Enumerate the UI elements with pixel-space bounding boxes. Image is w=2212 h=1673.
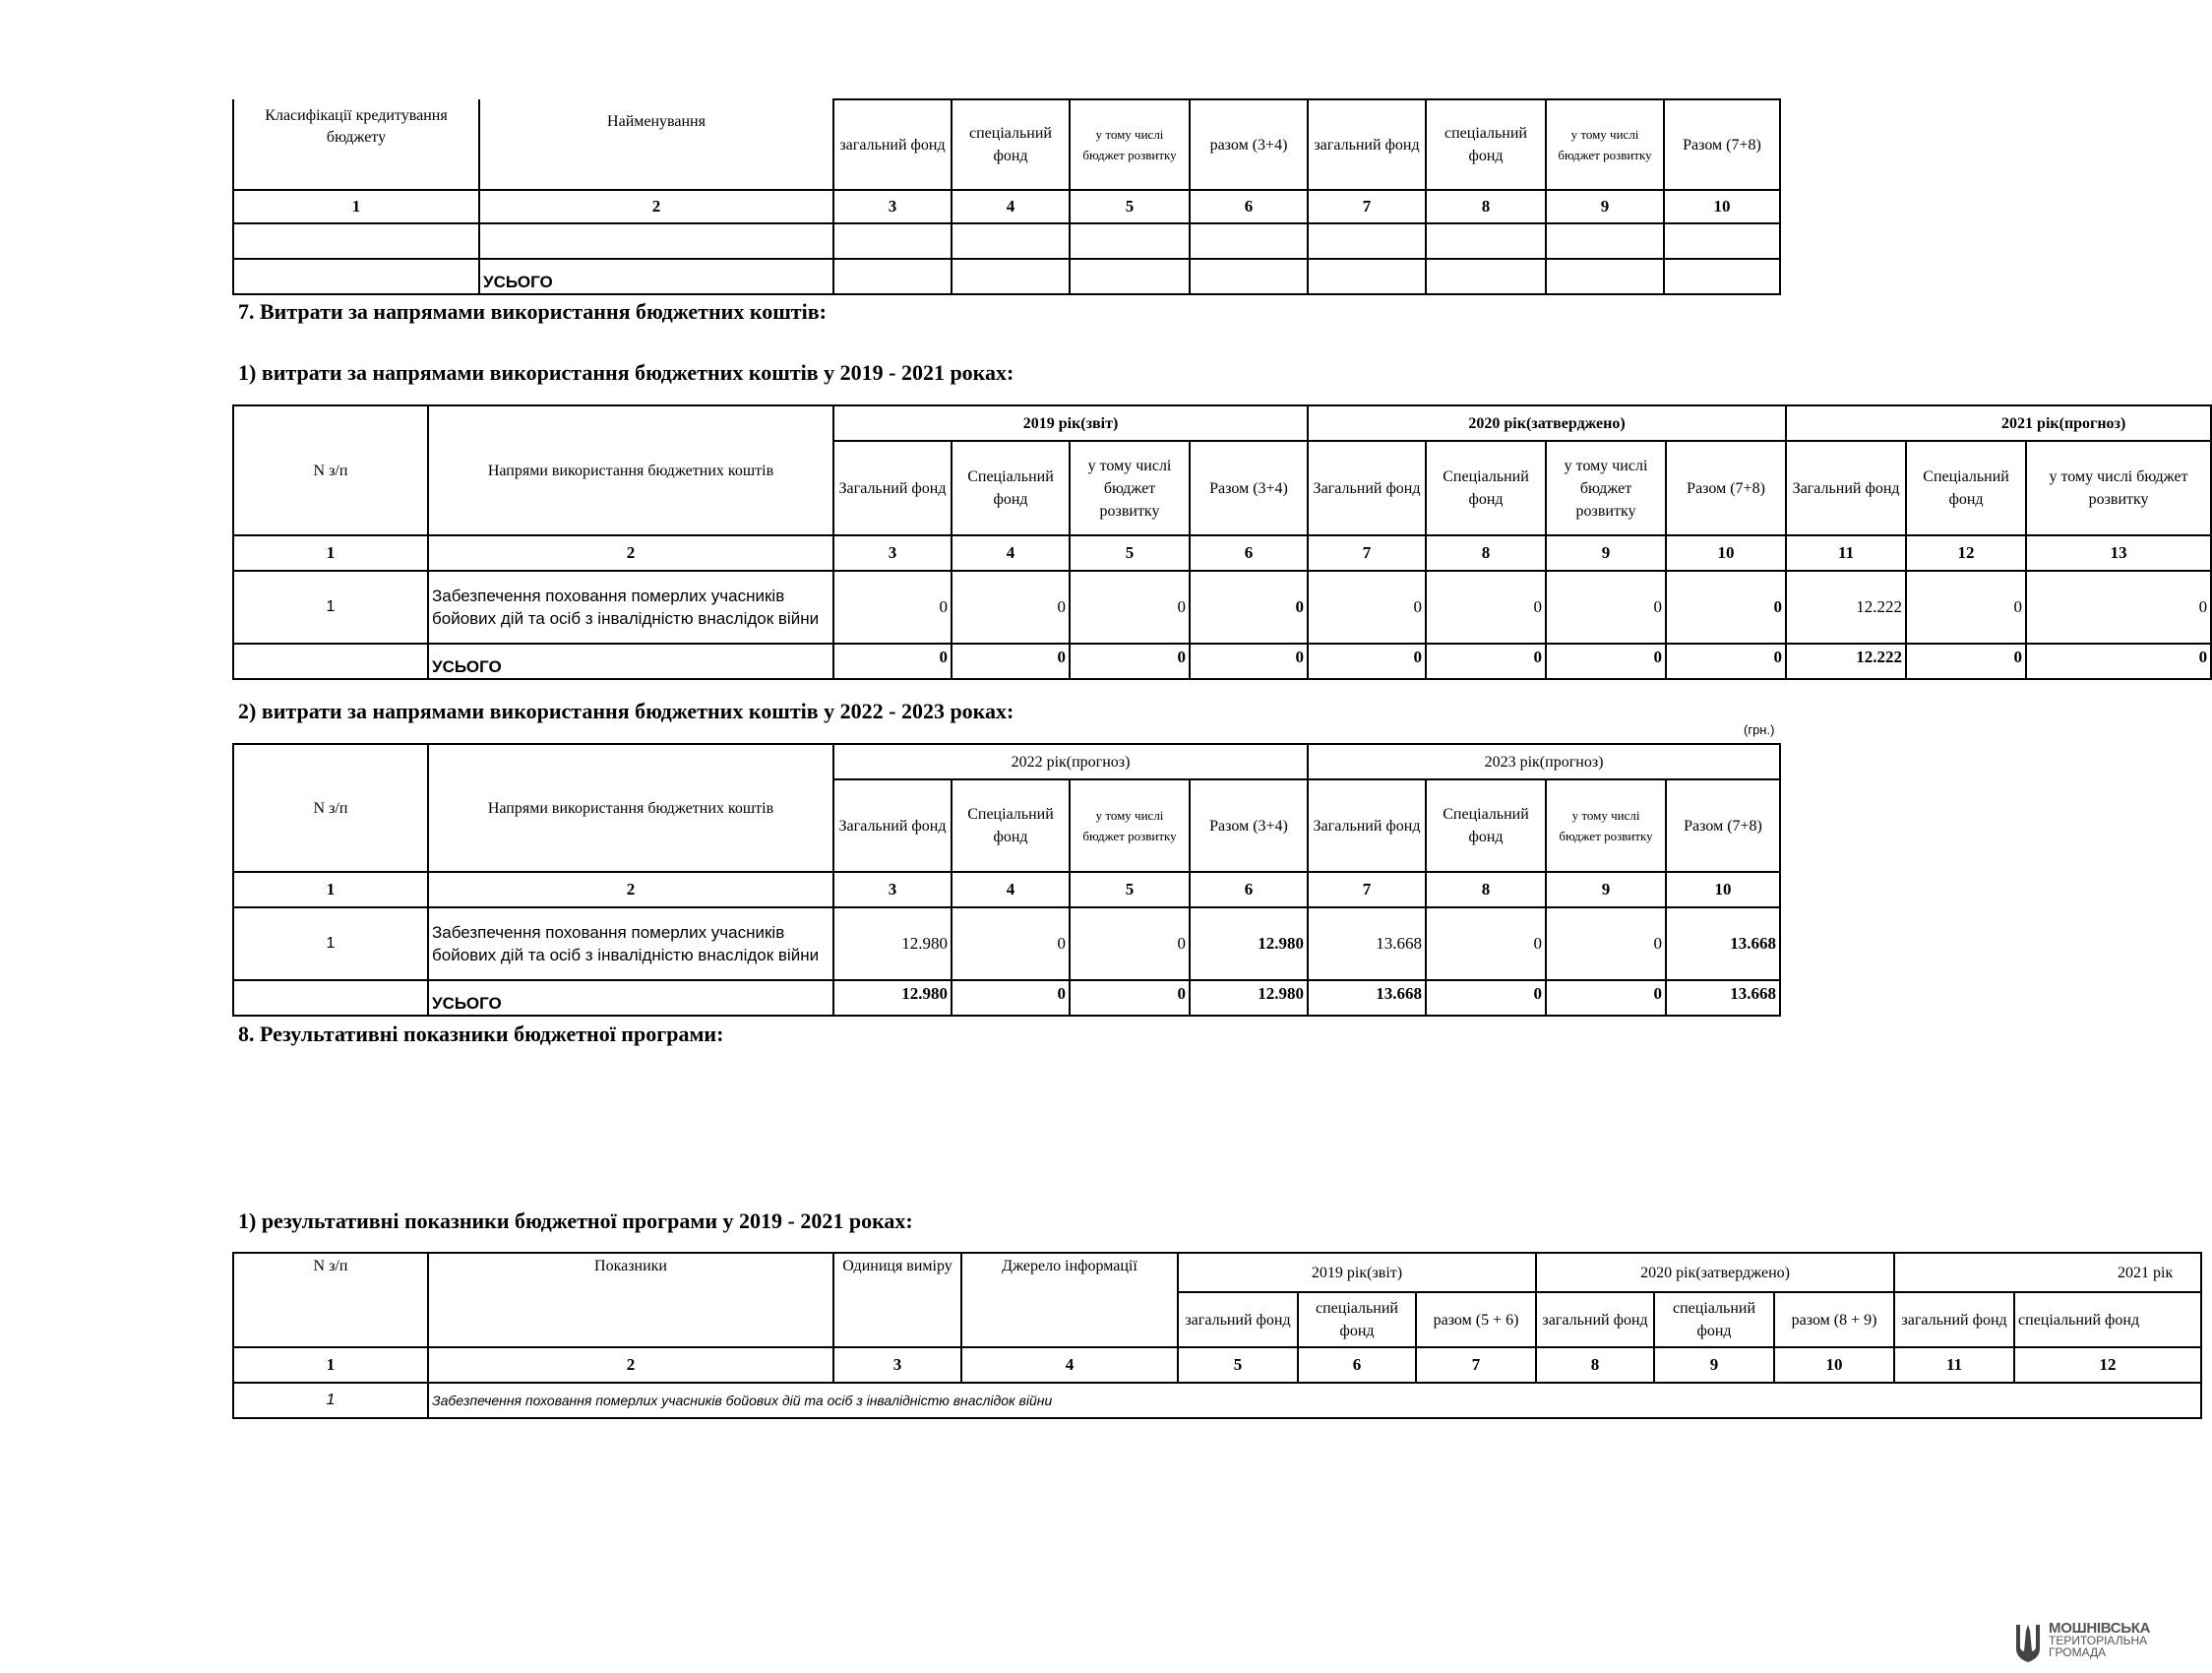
indicators-2019-2021-table <box>232 1252 2202 1419</box>
value-cell: 0 <box>1070 907 1190 980</box>
row-number: 1 <box>233 1383 428 1418</box>
total-value: 0 <box>952 644 1070 679</box>
total-value: 0 <box>1070 644 1190 679</box>
column-number: 9 <box>1546 535 1666 571</box>
total-value: 0 <box>1546 980 1666 1016</box>
value-cell: 12.222 <box>1786 571 1906 644</box>
header-source: Джерело інформації <box>961 1253 1178 1347</box>
column-number: 7 <box>1416 1347 1536 1383</box>
total-value: 0 <box>1070 980 1190 1016</box>
header-general-fund: загальний фонд <box>833 99 952 190</box>
expenditures-2019-2021-table-wrapper <box>232 404 2208 680</box>
total-value: 0 <box>1906 644 2026 679</box>
column-number: 3 <box>833 535 952 571</box>
header-general-fund: Загальний фонд <box>1308 441 1426 535</box>
total-value: 0 <box>952 980 1070 1016</box>
credit-classification-table <box>232 98 1781 295</box>
column-number: 4 <box>952 190 1070 223</box>
column-number: 5 <box>1070 535 1190 571</box>
value-cell: 0 <box>1666 571 1786 644</box>
section-7-heading: 7. Витрати за напрямами використання бюджетних коштів: <box>238 299 827 324</box>
column-numbers-row <box>233 535 2211 571</box>
column-number: 8 <box>1426 190 1546 223</box>
column-number: 7 <box>1308 872 1426 907</box>
header-total: Разом (7+8) <box>1664 99 1780 190</box>
section-7-subheading-1: 1) витрати за напрямами використання бюджетних коштів у 2019 - 2021 роках: <box>238 360 1014 385</box>
column-number: 6 <box>1190 872 1308 907</box>
column-number: 1 <box>233 190 479 223</box>
table-row <box>233 571 2211 644</box>
section-7-subheading-2: 2) витрати за напрямами використання бюджетних коштів у 2022 - 2023 роках: <box>238 699 1014 723</box>
table-row <box>233 907 1780 980</box>
column-number: 9 <box>1654 1347 1774 1383</box>
total-label: УСЬОГО <box>428 644 833 679</box>
column-number: 7 <box>1308 535 1426 571</box>
header-indicators: Показники <box>428 1253 833 1347</box>
value-cell: 0 <box>952 907 1070 980</box>
header-number: N з/п <box>233 744 428 872</box>
value-cell: 0 <box>1426 907 1546 980</box>
header-number: N з/п <box>233 1253 428 1347</box>
value-cell: 13.668 <box>1666 907 1780 980</box>
value-cell: 0 <box>1426 571 1546 644</box>
column-number: 1 <box>233 872 428 907</box>
total-value: 0 <box>1190 644 1308 679</box>
value-cell: 0 <box>1906 571 2026 644</box>
row-number: 1 <box>233 907 428 980</box>
header-total: разом (8 + 9) <box>1774 1292 1894 1347</box>
community-logo <box>2013 1619 2161 1666</box>
total-value: 0 <box>2026 644 2211 679</box>
header-special-fund: спеціальний фонд <box>1426 99 1546 190</box>
header-total: разом (5 + 6) <box>1416 1292 1536 1347</box>
header-special-fund: Спеціальний фонд <box>952 779 1070 872</box>
column-number: 8 <box>1536 1347 1654 1383</box>
total-value: 0 <box>1426 644 1546 679</box>
header-year-2021: 2021 рік(прогноз) <box>1786 405 2211 441</box>
total-value: 0 <box>1546 644 1666 679</box>
value-cell: 0 <box>1308 571 1426 644</box>
logo-line-1: МОШНІВСЬКА <box>2049 1620 2151 1637</box>
header-development-budget: у тому числі бюджет розвитку <box>1546 99 1664 190</box>
total-value: 0 <box>1666 644 1786 679</box>
header-special-fund: спеціальний фонд <box>1298 1292 1416 1347</box>
header-number: N з/п <box>233 405 428 535</box>
header-year-2019: 2019 рік(звіт) <box>1178 1253 1536 1292</box>
header-year-2023: 2023 рік(прогноз) <box>1308 744 1780 779</box>
column-number: 6 <box>1298 1347 1416 1383</box>
value-cell: 0 <box>952 571 1070 644</box>
expenditures-2019-2021-table <box>232 404 2212 680</box>
column-number: 5 <box>1070 190 1190 223</box>
header-general-fund: загальний фонд <box>1178 1292 1298 1347</box>
column-numbers-row <box>233 190 1780 223</box>
header-year-2019: 2019 рік(звіт) <box>833 405 1308 441</box>
column-number: 4 <box>952 872 1070 907</box>
trident-icon <box>2013 1621 2043 1664</box>
total-label: УСЬОГО <box>479 259 833 294</box>
row-name: Забезпечення поховання померлих учасників бойових дій та осіб з інвалідністю внаслідок війни <box>428 1383 2201 1418</box>
row-number: 1 <box>233 571 428 644</box>
header-general-fund: Загальний фонд <box>833 779 952 872</box>
header-total: Разом (3+4) <box>1190 441 1308 535</box>
column-number: 7 <box>1308 190 1426 223</box>
header-unit: Одиниця виміру <box>833 1253 961 1347</box>
section-8-subheading-1: 1) результативні показники бюджетної програми у 2019 - 2021 роках: <box>238 1208 913 1233</box>
value-cell: 12.980 <box>1190 907 1308 980</box>
column-number: 1 <box>233 535 428 571</box>
column-number: 2 <box>428 872 833 907</box>
column-number: 3 <box>833 872 952 907</box>
total-row <box>233 980 1780 1016</box>
header-total: разом (3+4) <box>1190 99 1308 190</box>
total-row <box>233 259 1780 294</box>
column-number: 5 <box>1070 872 1190 907</box>
total-label: УСЬОГО <box>428 980 833 1016</box>
value-cell: 0 <box>1546 907 1666 980</box>
header-year-2021: 2021 рік <box>1894 1253 2201 1292</box>
column-number: 2 <box>479 190 833 223</box>
column-number: 10 <box>1666 535 1786 571</box>
header-general-fund: Загальний фонд <box>1308 779 1426 872</box>
header-year-2020: 2020 рік(затверджено) <box>1536 1253 1894 1292</box>
total-value: 0 <box>1308 644 1426 679</box>
column-number: 1 <box>233 1347 428 1383</box>
column-number: 2 <box>428 1347 833 1383</box>
header-development-budget: у тому числі бюджет розвитку <box>1546 779 1666 872</box>
column-number: 8 <box>1426 535 1546 571</box>
column-number: 10 <box>1666 872 1780 907</box>
total-value: 0 <box>1426 980 1546 1016</box>
column-number: 9 <box>1546 872 1666 907</box>
header-special-fund: спеціальний фонд <box>2014 1292 2201 1347</box>
header-general-fund: загальний фонд <box>1536 1292 1654 1347</box>
header-general-fund: Загальний фонд <box>833 441 952 535</box>
currency-unit: (грн.) <box>1744 722 1775 737</box>
value-cell: 0 <box>1190 571 1308 644</box>
row-name: Забезпечення поховання померлих учасників бойових дій та осіб з інвалідністю внаслідок війни <box>428 571 833 644</box>
header-year-2022: 2022 рік(прогноз) <box>833 744 1308 779</box>
header-special-fund: Спеціальний фонд <box>1906 441 2026 535</box>
header-development-budget: у тому числі бюджет розвитку <box>1070 99 1190 190</box>
logo-line-2: ТЕРИТОРІАЛЬНА <box>2049 1634 2148 1647</box>
header-development-budget: у тому числі бюджет розвитку <box>1070 779 1190 872</box>
header-development-budget: у тому числі бюджет розвитку <box>2026 441 2211 535</box>
header-total: Разом (7+8) <box>1666 779 1780 872</box>
header-special-fund: Спеціальний фонд <box>952 441 1070 535</box>
column-number: 3 <box>833 1347 961 1383</box>
header-general-fund: Загальний фонд <box>1786 441 1906 535</box>
column-number: 9 <box>1546 190 1664 223</box>
column-number: 4 <box>961 1347 1178 1383</box>
total-value: 13.668 <box>1666 980 1780 1016</box>
header-development-budget: у тому числі бюджет розвитку <box>1070 441 1190 535</box>
table-row <box>233 1383 2201 1418</box>
value-cell: 0 <box>833 571 952 644</box>
header-directions: Напрями використання бюджетних коштів <box>428 405 833 535</box>
column-number: 4 <box>952 535 1070 571</box>
column-number: 5 <box>1178 1347 1298 1383</box>
table-row <box>233 223 1780 259</box>
column-number: 11 <box>1786 535 1906 571</box>
header-year-2020: 2020 рік(затверджено) <box>1308 405 1786 441</box>
header-development-budget: у тому числі бюджет розвитку <box>1546 441 1666 535</box>
total-value: 12.980 <box>833 980 952 1016</box>
total-value: 12.222 <box>1786 644 1906 679</box>
header-total: Разом (7+8) <box>1666 441 1786 535</box>
column-number: 12 <box>2014 1347 2201 1383</box>
header-special-fund: спеціальний фонд <box>952 99 1070 190</box>
header-classification: Класифікації кредитування бюджету <box>233 99 479 190</box>
logo-line-3: ГРОМАДА <box>2049 1645 2107 1659</box>
header-total: Разом (3+4) <box>1190 779 1308 872</box>
value-cell: 0 <box>1546 571 1666 644</box>
header-directions: Напрями використання бюджетних коштів <box>428 744 833 872</box>
header-special-fund: Спеціальний фонд <box>1426 779 1546 872</box>
column-numbers-row <box>233 1347 2201 1383</box>
header-special-fund: Спеціальний фонд <box>1426 441 1546 535</box>
header-general-fund: загальний фонд <box>1894 1292 2014 1347</box>
header-special-fund: спеціальний фонд <box>1654 1292 1774 1347</box>
column-number: 10 <box>1664 190 1780 223</box>
column-number: 11 <box>1894 1347 2014 1383</box>
expenditures-2022-2023-table <box>232 743 1781 1017</box>
column-number: 2 <box>428 535 833 571</box>
indicators-2019-2021-table-wrapper <box>232 1252 2174 1419</box>
value-cell: 12.980 <box>833 907 952 980</box>
column-number: 10 <box>1774 1347 1894 1383</box>
header-general-fund: загальний фонд <box>1308 99 1426 190</box>
total-value: 13.668 <box>1308 980 1426 1016</box>
value-cell: 0 <box>1070 571 1190 644</box>
section-8-heading: 8. Результативні показники бюджетної програми: <box>238 1022 724 1046</box>
value-cell: 0 <box>2026 571 2211 644</box>
column-number: 6 <box>1190 190 1308 223</box>
value-cell: 13.668 <box>1308 907 1426 980</box>
total-value: 0 <box>833 644 952 679</box>
column-numbers-row <box>233 872 1780 907</box>
column-number: 8 <box>1426 872 1546 907</box>
column-number: 13 <box>2026 535 2211 571</box>
header-name: Найменування <box>479 99 833 190</box>
total-row <box>233 644 2211 679</box>
column-number: 6 <box>1190 535 1308 571</box>
column-number: 3 <box>833 190 952 223</box>
row-name: Забезпечення поховання померлих учасників бойових дій та осіб з інвалідністю внаслідок війни <box>428 907 833 980</box>
column-number: 12 <box>1906 535 2026 571</box>
total-value: 12.980 <box>1190 980 1308 1016</box>
